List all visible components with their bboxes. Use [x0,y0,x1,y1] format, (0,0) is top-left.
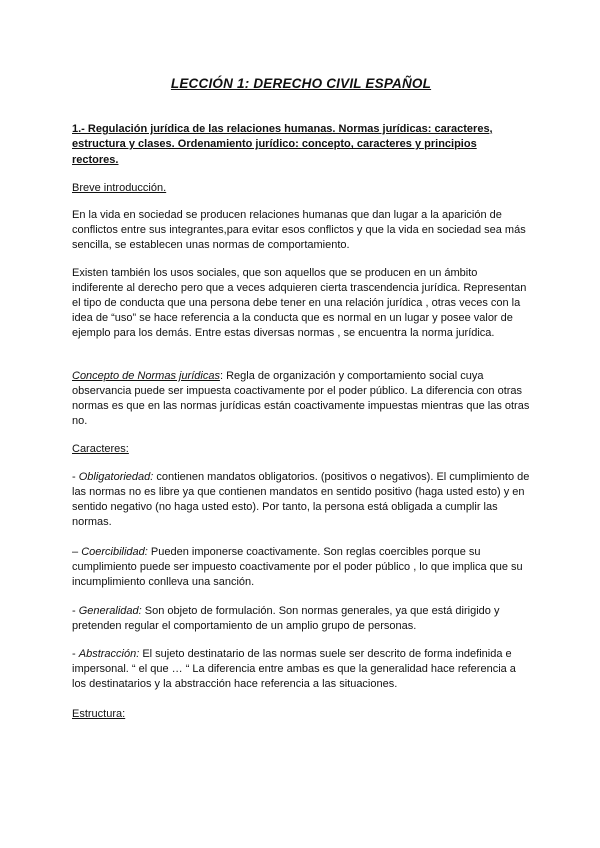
text-coercibilidad: Pueden imponerse coactivamente. Son reglas coercibles porque su cumplimiento puede ser impuesto coactivamente por el poder público , lo que implica que su incumplimiento conlleva una sanción. [72,546,523,589]
concept-text: : Regla de organización y comportamiento social cuya observancia puede ser impuesta coactivamente por el poder público. La diferencia con otras normas es que en las normas jurídicas están coactivamente impuestas mientras que las otras no. [72,370,530,428]
caracteres-label: Caracteres: [72,443,129,455]
intro-label: Breve introducción. [72,182,167,194]
term-obligatoriedad: Obligatoriedad: [78,471,154,483]
lesson-title: LECCIÓN 1: DERECHO CIVIL ESPAÑOL [170,76,432,91]
caracter-coercibilidad [72,545,530,590]
caracter-generalidad [72,604,530,634]
estructura-label: Estructura: [72,708,126,720]
text-abstraccion: El sujeto destinatario de las normas suele ser descrito de forma indefinida e impersonal. “ el que … “ La diferencia entre ambas es que la generalidad hace referencia a los destinatarios y la abstracción hace referencia a las situaciones. [72,648,516,691]
term-coercibilidad: Coercibilidad: [81,546,148,558]
paragraph-usos-sociales: Existen también los usos sociales, que son aquellos que se producen en un ámbito indiferente al derecho pero que a veces adquieren cierta trascendencia jurídica. Representan el tipo de conducta que una persona debe tener en una relación jurídica , otras veces con la idea de “uso” se hace referencia a la conducta que es normal en un lugar y posee valor de ejemplo para los demás. Entre estas diversas normas , se encuentra la norma jurídica. [72,267,527,340]
term-generalidad: Generalidad: [78,605,142,617]
section-heading: 1.- Regulación jurídica de las relaciones humanas. Normas jurídicas: caracteres, estructura y clases. Ordenamiento jurídico: concepto, caracteres y principios rectores. [72,123,493,166]
bullet-dash: – [72,546,82,558]
concept-label: Concepto de Normas jurídicas [72,370,220,382]
text-obligatoriedad: contienen mandatos obligatorios. (positivos o negativos). El cumplimiento de las normas no es libre ya que contienen mandatos en sentido positivo (haga usted esto) y en sentido negativo (no haga usted esto). Por tanto, la persona está obligada a cumplir las normas. [72,471,530,529]
text-generalidad: Son objeto de formulación. Son normas generales, ya que está dirigido y pretenden regular el comportamiento de un amplio grupo de personas. [72,605,500,633]
paragraph-intro: En la vida en sociedad se producen relaciones humanas que dan lugar a la aparición de conflictos entre sus integrantes,para evitar esos conflictos y que la vida en sociedad sea más sencilla, se establecen unas normas de comportamiento. [72,209,526,252]
term-abstraccion: Abstracción: [78,648,140,660]
bullet-dash: - [72,648,79,660]
bullet-dash: - [72,605,79,617]
caracter-obligatoriedad [72,470,530,530]
bullet-dash: - [72,471,79,483]
paragraph-concepto [72,369,530,429]
caracter-abstraccion [72,647,530,692]
